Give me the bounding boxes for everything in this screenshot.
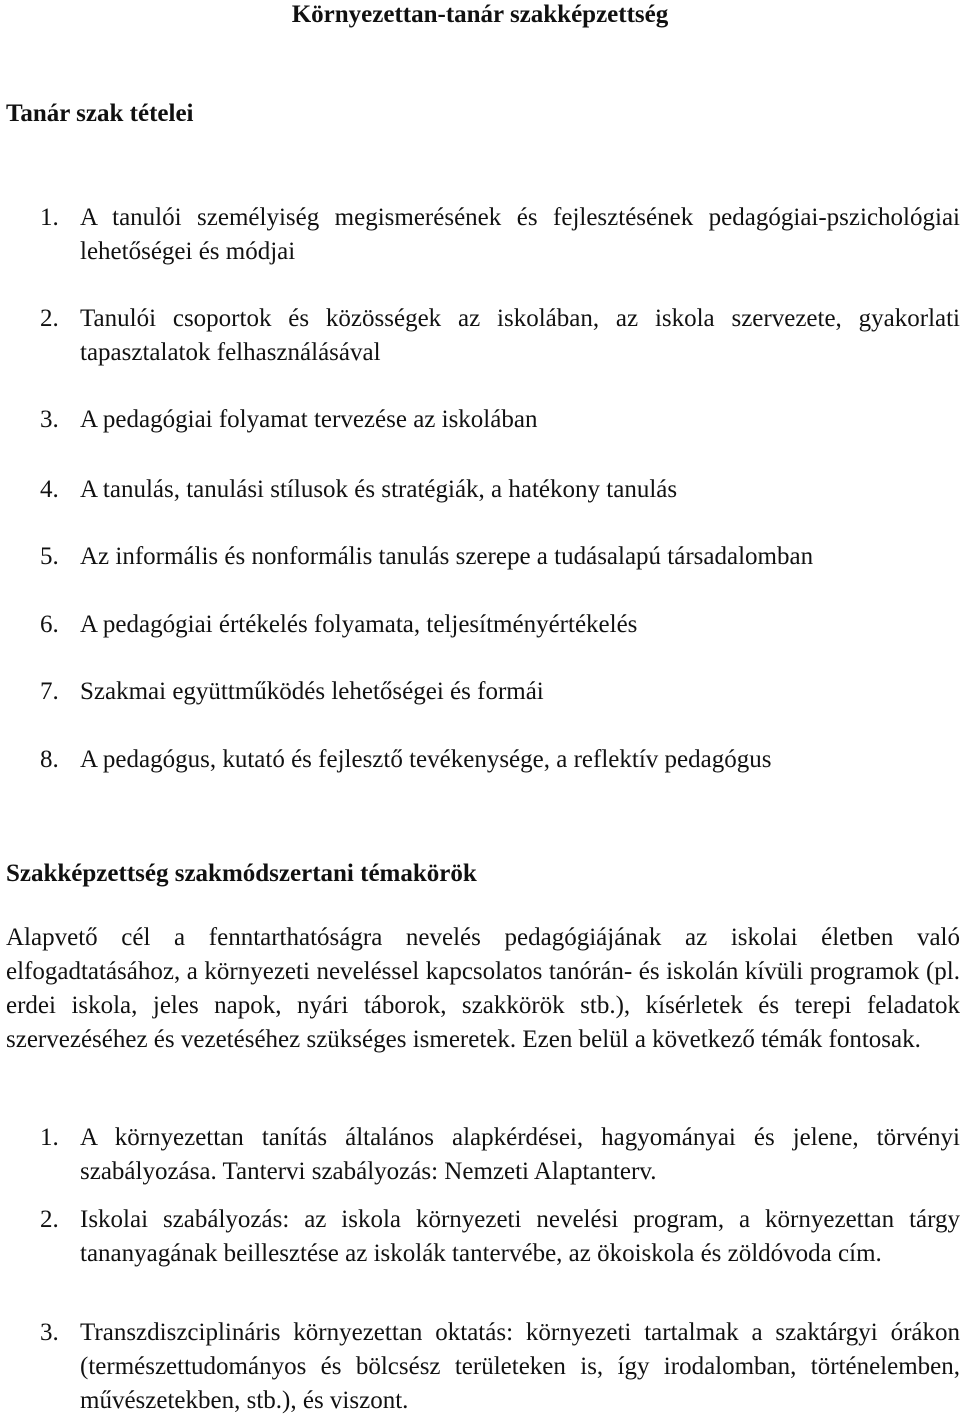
- item-number: 3.: [40, 406, 59, 433]
- item-number: 3.: [40, 1319, 59, 1346]
- item-number: 1.: [40, 204, 59, 231]
- teacher-section-heading: Tanár szak tételei: [6, 100, 194, 127]
- item-text: A tanulói személyiség megismerésének és fejlesztésének pedagógiai-pszichológiai lehetőségei és módjai: [80, 204, 960, 265]
- item-text: Transzdiszciplináris környezettan oktatás: környezeti tartalmak a szaktárgyi órákon (természettudományos és bölcsész területeken is, így irodalomban, történelemben, művészetekben, stb.), és viszont.: [80, 1319, 960, 1414]
- item-number: 1.: [40, 1124, 59, 1151]
- document-title: Környezettan-tanár szakképzettség: [291, 1, 669, 28]
- item-number: 8.: [40, 746, 59, 773]
- item-number: 5.: [40, 543, 59, 570]
- item-number: 6.: [40, 611, 59, 638]
- item-number: 7.: [40, 678, 59, 705]
- item-text: Iskolai szabályozás: az iskola környezeti nevelési program, a környezettan tárgy tananyagának beillesztése az iskolák tantervébe, az ökoiskola és zöldóvoda cím.: [80, 1206, 960, 1267]
- item-text: A pedagógiai folyamat tervezése az iskolában: [80, 406, 538, 433]
- item-text: Szakmai együttműködés lehetőségei és formái: [80, 678, 544, 705]
- item-text: A pedagógus, kutató és fejlesztő tevékenysége, a reflektív pedagógus: [80, 746, 772, 773]
- item-text: A tanulás, tanulási stílusok és stratégiák, a hatékony tanulás: [80, 476, 678, 503]
- item-text: A környezettan tanítás általános alapkérdései, hagyományai és jelene, törvényi szabályozása. Tantervi szabályozás: Nemzeti Alaptanterv.: [80, 1124, 960, 1185]
- method-intro-paragraph: Alapvető cél a fenntarthatóságra nevelés pedagógiájának az iskolai életben való elfogadtatásához, a környezeti neveléssel kapcsolatos tanórán- és iskolán kívüli programok (pl. erdei iskola, jeles napok, nyári táborok, szakkörök stb.), kísérletek és terepi feladatok szervezéséhez és vezetéséhez szükséges ismeretek. Ezen belül a következő témák fontosak.: [6, 924, 960, 1053]
- item-number: 2.: [40, 1206, 59, 1233]
- item-text: Tanulói csoportok és közösségek az iskolában, az iskola szervezete, gyakorlati tapasztalatok felhasználásával: [80, 305, 960, 366]
- method-section-heading: Szakképzettség szakmódszertani témakörök: [6, 860, 477, 887]
- item-number: 4.: [40, 476, 59, 503]
- item-text: A pedagógiai értékelés folyamata, teljesítményértékelés: [80, 611, 638, 638]
- item-number: 2.: [40, 305, 59, 332]
- item-text: Az informális és nonformális tanulás szerepe a tudásalapú társadalomban: [80, 543, 814, 570]
